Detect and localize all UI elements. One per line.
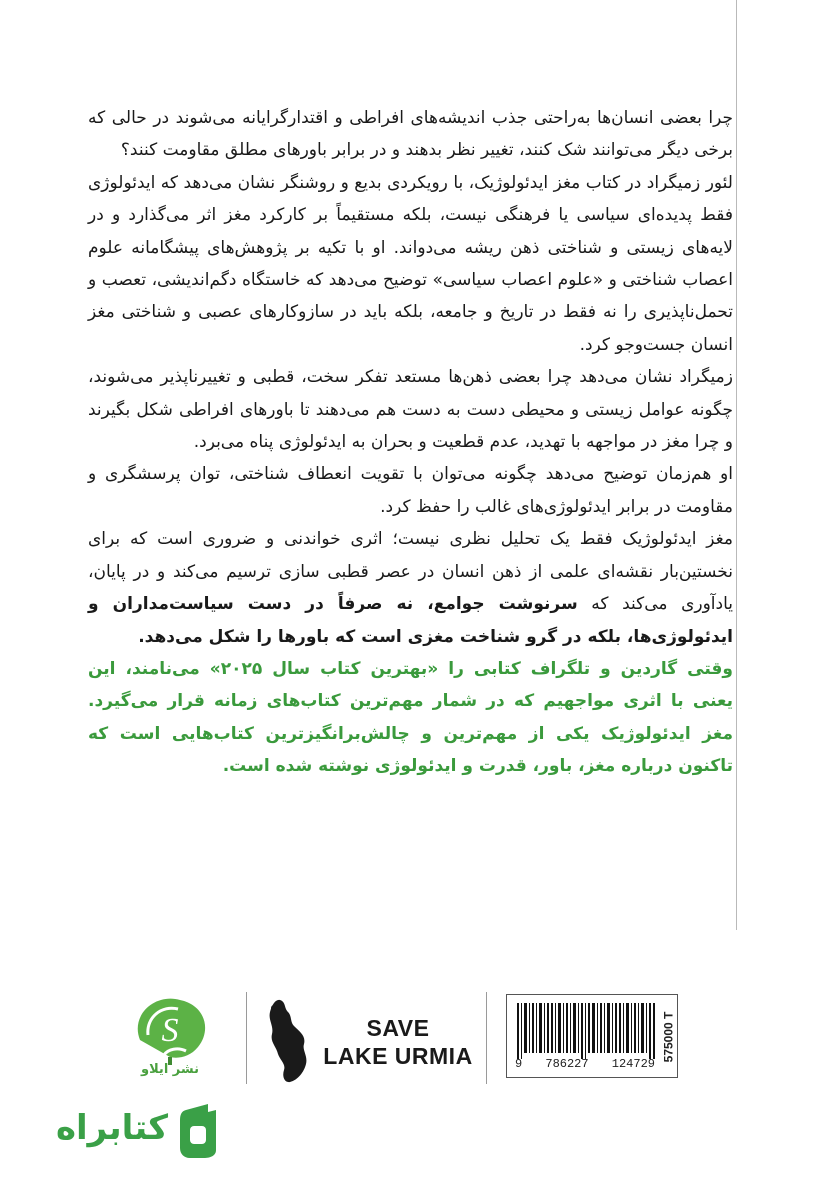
- isbn-group-2: 124729: [611, 1057, 655, 1071]
- save-lake-urmia-text: [318, 1014, 478, 1070]
- barcode-bars-icon: [517, 1003, 655, 1059]
- paragraph-1: چرا بعضی انسان‌ها به‌راحتی جذب اندیشه‌های افراطی و اقتدارگرایانه می‌شوند در حالی که برخی دیگر می‌توانند شک کنند، تغییر نظر بدهند و در برابر باورهای مطلق مقاومت کنند؟: [88, 108, 733, 161]
- ketabrah-name: کتابراه: [55, 1108, 168, 1148]
- price-code-text: 575000 T: [661, 1011, 675, 1063]
- paragraph-3: زمیگراد نشان می‌دهد چرا بعضی ذهن‌ها مستعد تفکر سخت، قطبی و تغییرناپذیر می‌شوند، چگونه عوامل زیستی و محیطی دست به دست هم می‌دهند تا باورهای افراطی شکل بگیرند و چرا مغز در مواجهه با تهدید، عدم قطعیت و بحران به ایدئولوژی پناه می‌برد.: [88, 367, 733, 453]
- ketabrah-logo: [38, 1102, 228, 1162]
- lake-urmia-map-icon: [262, 998, 314, 1084]
- isbn-group-1: 786227: [545, 1057, 589, 1071]
- blurb-text: [88, 102, 733, 783]
- paragraph-4: او هم‌زمان توضیح می‌دهد چگونه می‌توان با تقویت انعطاف شناختی، توان پرسشگری و مقاومت در برابر ایدئولوژی‌های غالب را حفظ کرد.: [88, 464, 733, 517]
- price-code: [659, 1001, 677, 1073]
- lake-urmia-line: LAKE URMIA: [323, 1043, 473, 1069]
- isbn-digits: [511, 1057, 659, 1071]
- paragraph-5-normal: مغز ایدئولوژیک فقط یک تحلیل نظری نیست؛ اثری خواندنی و ضروری است که برای نخستین‌بار نقشه‌ای علمی از ذهن انسان در عصر قطبی سازی ترسیم می‌کند و در پایان، یادآوری می‌کند که: [88, 529, 733, 615]
- ketabrah-book-icon: [176, 1102, 226, 1160]
- save-line: SAVE: [366, 1015, 430, 1041]
- paragraph-5-bold: سرنوشت جوامع، نه صرفاً در دست سیاست‌مداران و ایدئولوژی‌ها، بلکه در گرو شناخت مغزی است که باورها را شکل می‌دهد.: [88, 594, 733, 647]
- paragraph-5: [88, 523, 733, 653]
- margin-rule: [736, 0, 737, 930]
- divider-left: [246, 992, 247, 1084]
- isbn-digit-first: 9: [515, 1057, 523, 1071]
- divider-right: [486, 992, 487, 1084]
- publisher-logo-letter: S: [161, 1012, 179, 1049]
- paragraph-2: لئور زمیگراد در کتاب مغز ایدئولوژیک، با رویکردی بدیع و روشنگر نشان می‌دهد که ایدئولوژی فقط پدیده‌ای سیاسی یا فرهنگی نیست، بلکه مستقیماً بر کارکرد مغز اثر می‌گذارد و در لایه‌های زیستی و شناختی ذهن ریشه می‌دواند. او با تکیه بر پژوهش‌های پیشگامانه علوم اعصاب شناختی و «علوم اعصاب سیاسی» توضیح می‌دهد که خاستگاه دگم‌اندیشی، تعصب و تحمل‌ناپذیری را نه فقط در تاریخ و جامعه، بلکه باید در سازوکارهای عصبی و شناختی مغز انسان جست‌وجو کرد.: [88, 172, 733, 355]
- isbn-barcode: [506, 994, 678, 1078]
- endorsement-paragraph: وقتی گاردین و تلگراف کتابی را «بهترین کتاب سال ۲۰۲۵» می‌نامند، این یعنی با اثری مواجهیم که در شمار مهم‌ترین کتاب‌های زمانه قرار می‌گیرد. مغز ایدئولوژیک یکی از مهم‌ترین و چالش‌برانگیزترین کتاب‌هایی است که تاکنون درباره مغز، باور، قدرت و ایدئولوژی نوشته شده است.: [88, 658, 733, 777]
- publisher-name: نشر ایلاو: [140, 1062, 199, 1077]
